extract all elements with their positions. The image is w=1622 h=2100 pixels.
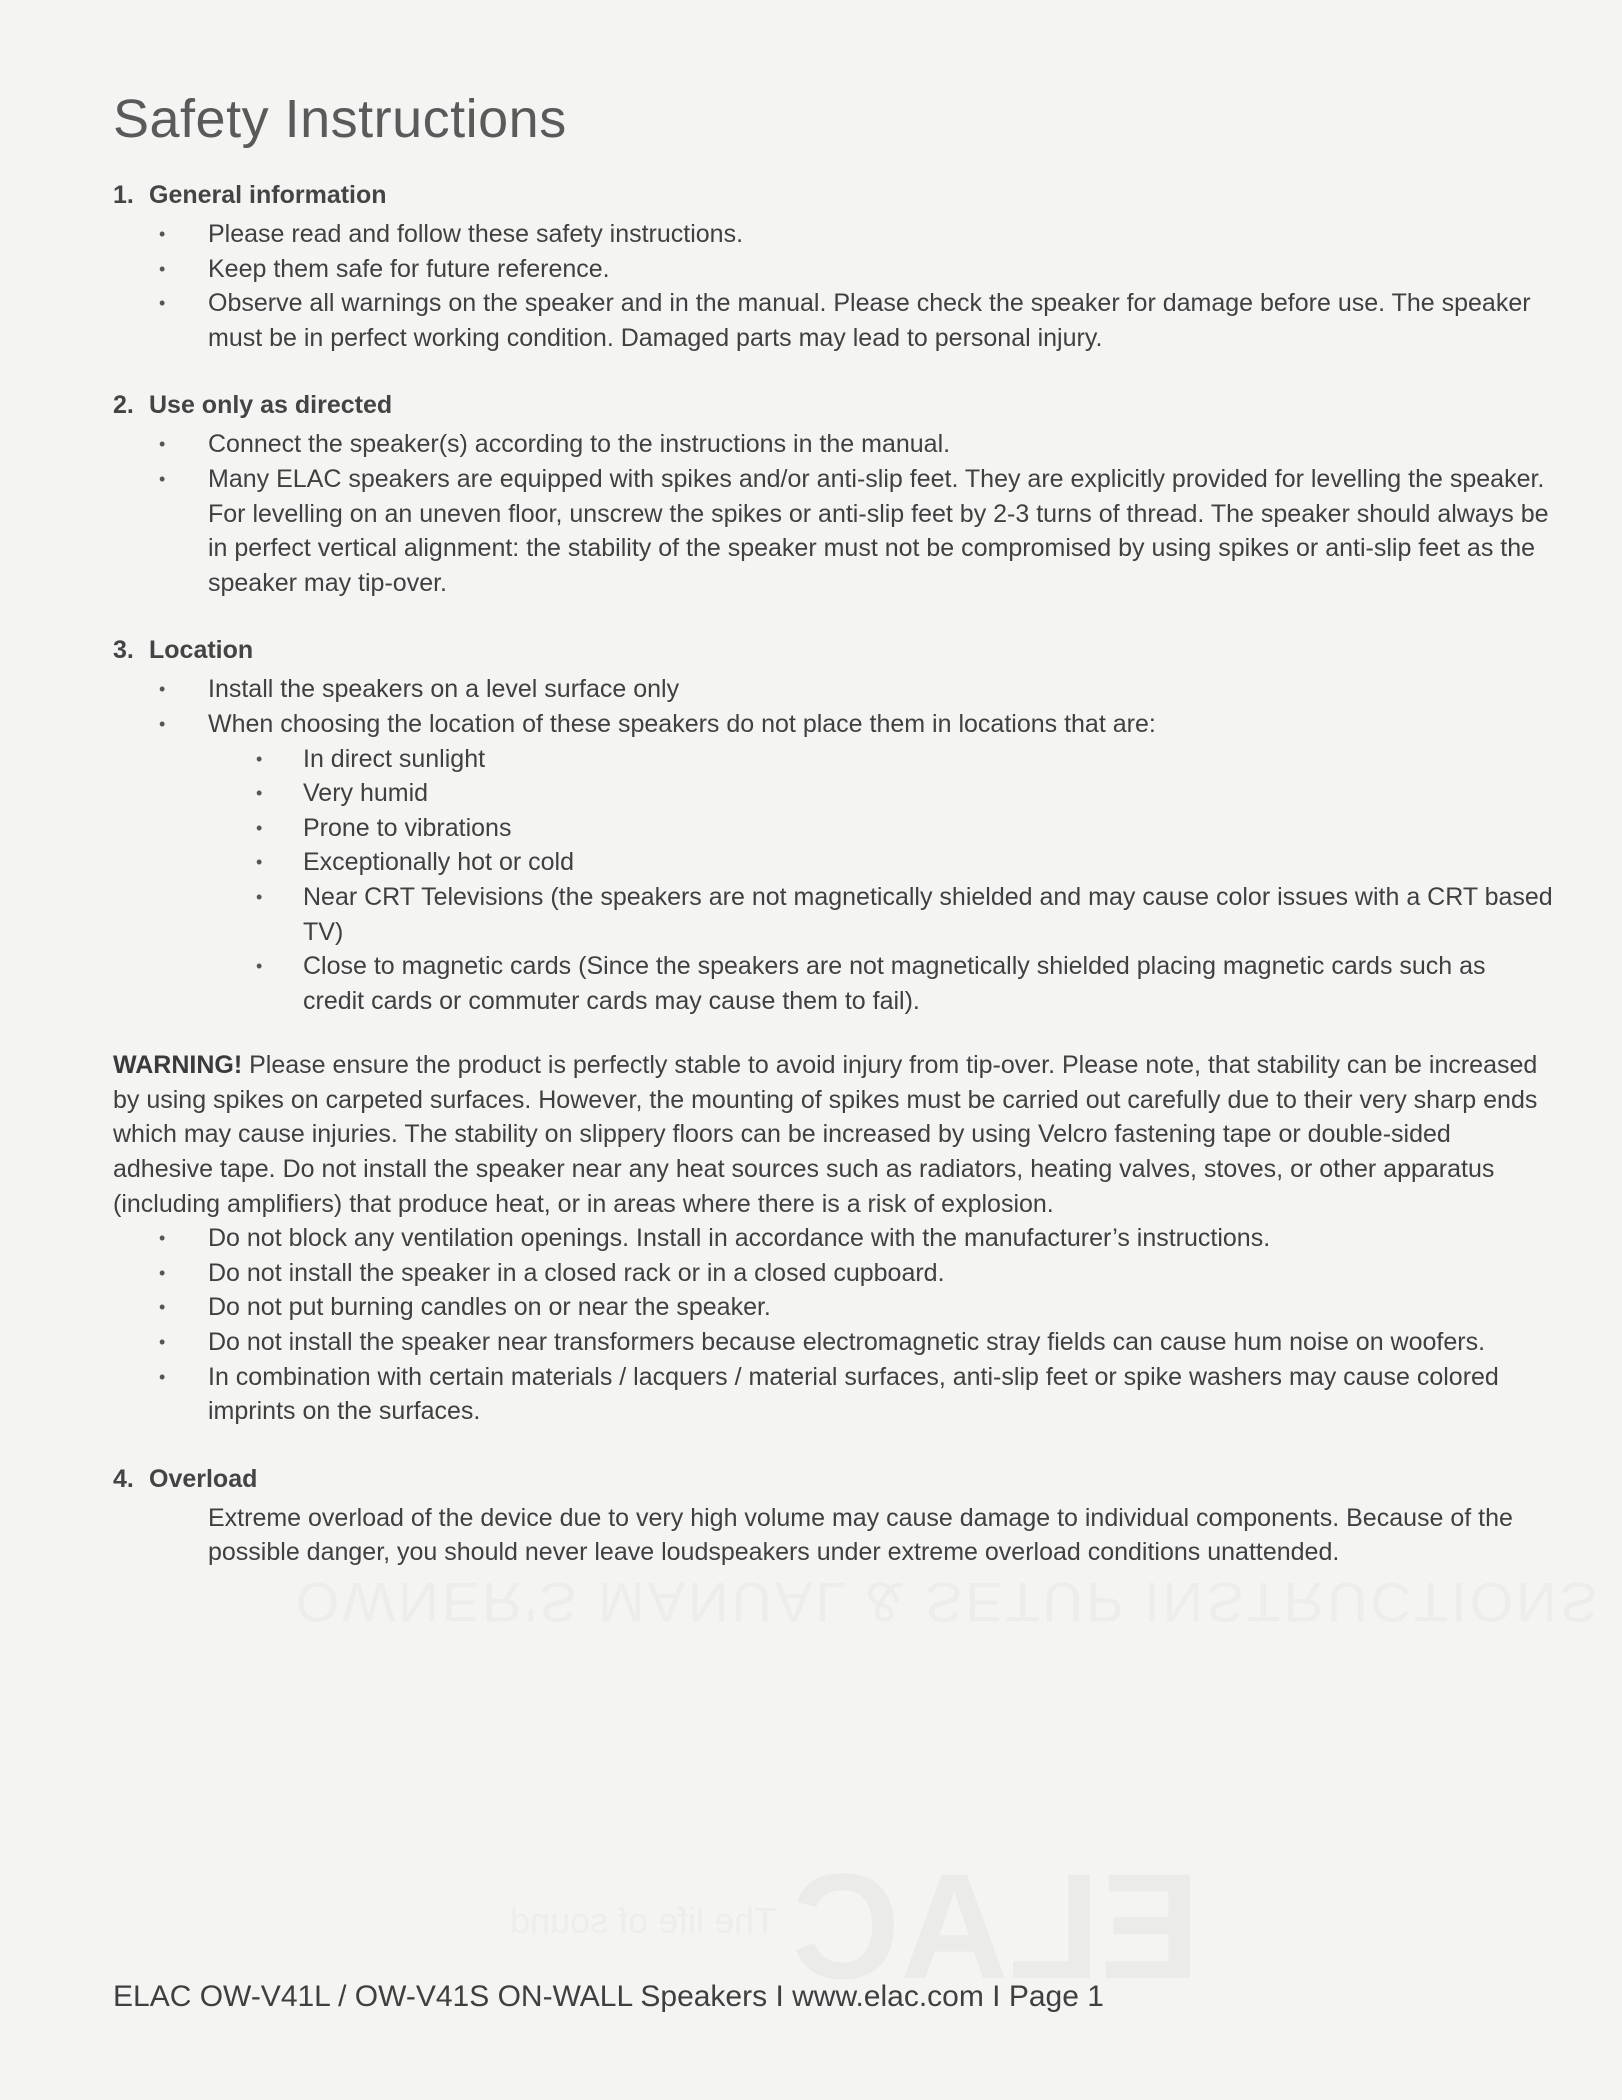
bullet-list: [113, 672, 1553, 741]
sub-list-item: • Prone to vibrations: [113, 811, 1553, 846]
section-title: Use only as directed: [149, 391, 393, 420]
section-number: 4.: [113, 1464, 134, 1493]
sub-bullet-list: [113, 742, 1553, 1019]
list-item: • Observe all warnings on the speaker and in the manual. Please check the speaker for damage before use. The speaker must be in perfect working condition. Damaged parts may lead to personal injury.: [113, 286, 1553, 355]
warning-text: Please ensure the product is perfectly stable to avoid injury from tip-over. Please note, that stability can be increased by using spikes on carpeted surfaces. However, the mounting of spikes must be carried out carefully due to their very sharp ends which may cause injuries. The stability on slippery floors can be increased by using Velcro fastening tape or double-sided adhesive tape. Do not install the speaker near any heat sources such as radiators, heating valves, stoves, or other apparatus (including amplifiers) that produce heat, or in areas where there is a risk of explosion.: [113, 1051, 1538, 1218]
section-location: [113, 633, 1553, 1018]
list-item: • When choosing the location of these speakers do not place them in locations that are:: [113, 707, 1553, 742]
section-title: General information: [149, 181, 387, 209]
show-through-tagline: The life of sound: [510, 1900, 777, 1941]
show-through-logo: ELAC: [791, 1842, 1200, 2010]
sub-list-item: • In direct sunlight: [113, 742, 1553, 777]
page-footer: ELAC OW-V41L / OW-V41S ON-WALL Speakers I www.elac.com I Page 1: [113, 1980, 1104, 2013]
section-number: 2.: [113, 391, 134, 420]
page-title: Safety Instructions: [113, 89, 567, 149]
section-heading: [113, 633, 1553, 668]
section-heading: [113, 1462, 1553, 1497]
section-title: Overload: [149, 1464, 258, 1493]
list-item: • In combination with certain materials / lacquers / material surfaces, anti-slip feet or spike washers may cause colored imprints on the surfaces.: [113, 1360, 1553, 1429]
list-item: • Do not put burning candles on or near the speaker.: [113, 1290, 1553, 1325]
sub-list-item: • Near CRT Televisions (the speakers are not magnetically shielded and may cause color issues with a CRT based TV): [113, 880, 1553, 949]
sub-list-item: • Exceptionally hot or cold: [113, 845, 1553, 880]
bullet-list: [113, 427, 1553, 600]
list-item: • Many ELAC speakers are equipped with spikes and/or anti-slip feet. They are explicitly provided for levelling the speaker. For levelling on an uneven floor, unscrew the spikes or anti-slip feet by 2-3 turns of thread. The speaker should always be in perfect vertical alignment: the stability of the speaker must not be compromised by using spikes or anti-slip feet as the speaker may tip-over.: [113, 462, 1553, 600]
list-item: • Connect the speaker(s) according to the instructions in the manual.: [113, 427, 1553, 462]
warning-block: [113, 1048, 1553, 1429]
list-item: • Do not install the speaker near transformers because electromagnetic stray fields can cause hum noise on woofers.: [113, 1325, 1553, 1360]
page-content: [113, 88, 1553, 1603]
warning-label: WARNING!: [113, 1051, 243, 1080]
list-item: • Please read and follow these safety instructions.: [113, 217, 1553, 252]
section-heading: [113, 388, 1553, 423]
bullet-list: [113, 217, 1553, 355]
bullet-list: [113, 1221, 1553, 1429]
list-item: • Keep them safe for future reference.: [113, 252, 1553, 287]
show-through-text: OWNER'S MANUAL & SETUP INSTRUCTIONS: [295, 1571, 1600, 1634]
section-number: 3.: [113, 636, 134, 665]
section-use-as-directed: [113, 388, 1553, 600]
list-item: • Do not install the speaker in a closed rack or in a closed cupboard.: [113, 1256, 1553, 1291]
section-overload: [113, 1462, 1553, 1570]
section-heading: [113, 178, 1553, 213]
section-paragraph: Extreme overload of the device due to very high volume may cause damage to individual components. Because of the possible danger, you should never leave loudspeakers under extreme overload conditions unattended.: [208, 1503, 1513, 1567]
section-title: Location: [149, 636, 254, 665]
section-general-information: [113, 178, 1553, 355]
list-item: • Do not block any ventilation openings. Install in accordance with the manufacturer’s instructions.: [113, 1221, 1553, 1256]
sub-list-item: • Close to magnetic cards (Since the speakers are not magnetically shielded placing magnetic cards such as credit cards or commuter cards may cause them to fail).: [113, 949, 1553, 1018]
section-number: 1.: [113, 181, 134, 209]
warning-paragraph: [113, 1048, 1553, 1221]
sub-list-item: • Very humid: [113, 776, 1553, 811]
list-item: • Install the speakers on a level surface only: [113, 672, 1553, 707]
